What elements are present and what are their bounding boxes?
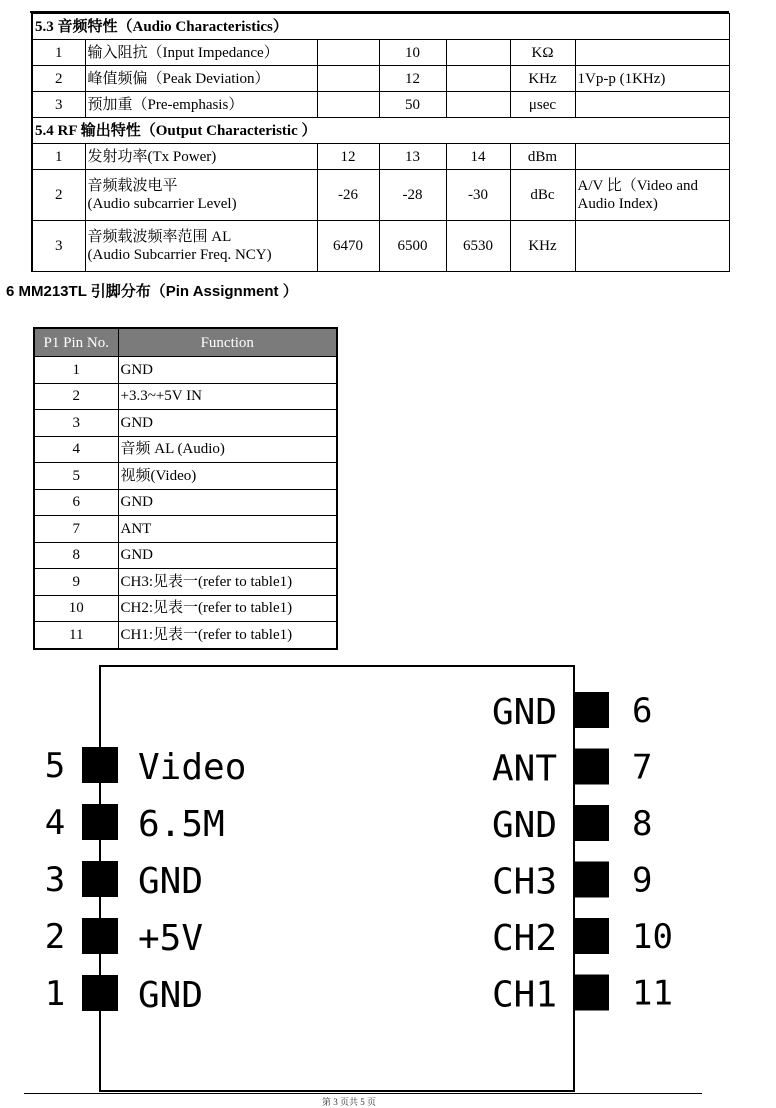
typ-value: 13 <box>379 144 446 170</box>
table-row <box>34 436 337 463</box>
table-row <box>34 595 337 622</box>
pin-number: 5 <box>34 463 118 490</box>
right-pin-label: ANT <box>491 748 557 790</box>
note <box>575 144 729 170</box>
note: 1Vp-p (1KHz) <box>575 66 729 92</box>
table-row <box>32 170 729 221</box>
left-pin-pad <box>82 861 118 897</box>
table-row <box>34 569 337 596</box>
min-value <box>317 40 379 66</box>
right-pin-number: 11 <box>632 973 673 1014</box>
unit: KΩ <box>510 40 575 66</box>
note <box>575 221 729 272</box>
section-heading: 6 MM213TL 引脚分布（Pin Assignment ） <box>6 283 298 300</box>
right-pin-pad <box>575 918 609 954</box>
right-pin-label: CH2 <box>491 918 557 959</box>
footer-text: 第 3 页共 5 页 <box>322 1097 377 1107</box>
typ-value: 10 <box>379 40 446 66</box>
right-pin-pad <box>575 975 609 1011</box>
left-pin-number: 5 <box>44 746 66 786</box>
param-name-line1: 音频载波频率范围 AL <box>87 229 232 245</box>
function-header: Function <box>118 328 337 357</box>
pin-number: 3 <box>34 410 118 437</box>
pin-function: CH2:见表一(refer to table1) <box>118 595 337 622</box>
left-pin-pad <box>82 975 118 1011</box>
right-pin-number: 10 <box>632 917 673 957</box>
table-row <box>32 66 729 92</box>
pin-number: 8 <box>34 542 118 569</box>
max-value <box>446 66 510 92</box>
table-row <box>34 516 337 543</box>
typ-value: 12 <box>379 66 446 92</box>
row-number: 2 <box>32 170 85 221</box>
note <box>575 40 729 66</box>
note <box>575 92 729 118</box>
left-pin-label: 6.5M <box>138 804 225 845</box>
table-row <box>34 463 337 490</box>
param-name: 预加重（Pre-emphasis） <box>85 92 317 118</box>
max-value <box>446 40 510 66</box>
right-pin-label: CH1 <box>491 974 557 1016</box>
pin-number: 11 <box>34 622 118 649</box>
min-value <box>317 92 379 118</box>
spec-table <box>31 13 730 272</box>
footer-rule <box>24 1093 702 1094</box>
table-row <box>34 542 337 569</box>
unit: dBm <box>510 144 575 170</box>
pin-number: 9 <box>34 569 118 596</box>
pin-function: 音频 AL (Audio) <box>118 436 337 463</box>
param-name: 峰值频偏（Peak Deviation） <box>85 66 317 92</box>
pin-function: CH1:见表一(refer to table1) <box>118 622 337 649</box>
right-pin-number: 8 <box>632 804 653 844</box>
max-value <box>446 92 510 118</box>
right-pin-label: CH3 <box>491 861 557 903</box>
param-name-line2: (Audio Subcarrier Freq. NCY) <box>87 247 272 263</box>
row-number: 2 <box>32 66 85 92</box>
param-name: 输入阻抗（Input Impedance） <box>85 40 317 66</box>
row-number: 1 <box>32 144 85 170</box>
min-value: -26 <box>317 170 379 221</box>
left-pin-label: GND <box>138 975 204 1016</box>
left-pin-number: 1 <box>44 974 66 1014</box>
max-value: 6530 <box>446 221 510 272</box>
typ-value: 6500 <box>379 221 446 272</box>
param-name <box>85 170 317 221</box>
left-pin-pad <box>82 918 118 954</box>
note-line2: Audio Index) <box>577 196 658 212</box>
table-row <box>32 221 729 272</box>
pin-function: ANT <box>118 516 337 543</box>
min-value <box>317 66 379 92</box>
left-pin-number: 3 <box>44 860 66 900</box>
pin-number: 2 <box>34 383 118 410</box>
min-value: 6470 <box>317 221 379 272</box>
pin-function: CH3:见表一(refer to table1) <box>118 569 337 596</box>
unit: dBc <box>510 170 575 221</box>
left-pin-pad <box>82 747 118 783</box>
min-value: 12 <box>317 144 379 170</box>
typ-value: 50 <box>379 92 446 118</box>
pin-function: GND <box>118 542 337 569</box>
right-pin-number: 6 <box>632 691 653 731</box>
table-row <box>34 383 337 410</box>
param-name: 发射功率(Tx Power) <box>85 144 317 170</box>
table-row <box>32 40 729 66</box>
unit: KHz <box>510 66 575 92</box>
section-audio: 5.3 音频特性（Audio Characteristics） <box>32 14 729 40</box>
param-name <box>85 221 317 272</box>
left-pin-pad <box>82 804 118 840</box>
pin-function: GND <box>118 357 337 384</box>
right-pin-pad <box>575 692 609 728</box>
param-name-line1: 音频载波电平 <box>87 178 178 194</box>
left-pin-number: 2 <box>44 917 66 957</box>
pin-header: P1 Pin No. <box>34 328 118 357</box>
table-row <box>32 92 729 118</box>
table-row <box>34 489 337 516</box>
left-pin-label: Video <box>138 747 247 788</box>
pin-number: 1 <box>34 357 118 384</box>
param-name-line2: (Audio subcarrier Level) <box>87 196 237 212</box>
right-pin-pad <box>575 862 609 898</box>
right-pin-number: 9 <box>632 860 653 901</box>
table-row <box>34 622 337 649</box>
right-pin-pad <box>575 805 609 841</box>
pin-table <box>33 327 338 650</box>
max-value: 14 <box>446 144 510 170</box>
pin-number: 4 <box>34 436 118 463</box>
table-row <box>32 144 729 170</box>
row-number: 3 <box>32 92 85 118</box>
pin-diagram <box>0 660 776 1100</box>
table-row <box>34 410 337 437</box>
left-pin-label: GND <box>138 861 204 902</box>
pin-function: 视频(Video) <box>118 463 337 490</box>
table-row <box>34 357 337 384</box>
max-value: -30 <box>446 170 510 221</box>
row-number: 3 <box>32 221 85 272</box>
unit: KHz <box>510 221 575 272</box>
section-rf: 5.4 RF 输出特性（Output Characteristic ） <box>32 118 729 144</box>
right-pin-number: 7 <box>632 747 653 788</box>
left-pin-label: +5V <box>138 918 204 959</box>
pin-number: 6 <box>34 489 118 516</box>
row-number: 1 <box>32 40 85 66</box>
unit: μsec <box>510 92 575 118</box>
pin-function: +3.3~+5V IN <box>118 383 337 410</box>
right-pin-label: GND <box>491 805 557 846</box>
typ-value: -28 <box>379 170 446 221</box>
pin-number: 7 <box>34 516 118 543</box>
pin-number: 10 <box>34 595 118 622</box>
left-pin-number: 4 <box>44 803 66 843</box>
note-line1: A/V 比（Video and <box>577 178 698 194</box>
right-pin-pad <box>575 749 609 785</box>
pin-function: GND <box>118 410 337 437</box>
right-pin-label: GND <box>491 692 557 733</box>
note <box>575 170 729 221</box>
pin-function: GND <box>118 489 337 516</box>
